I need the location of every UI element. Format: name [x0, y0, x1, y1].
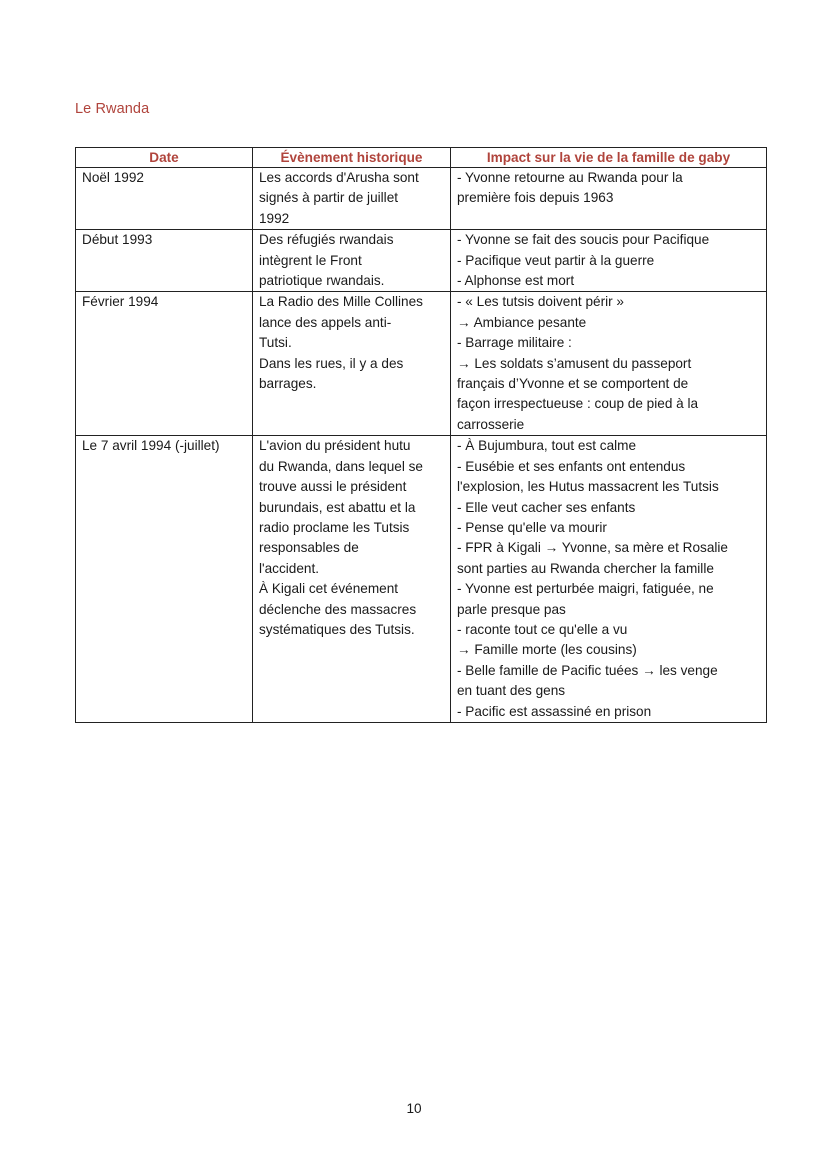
cell-line: → Famille morte (les cousins): [457, 642, 637, 658]
impact-cell: [451, 292, 767, 436]
cell-line: français d’Yvonne et se comportent de: [457, 376, 689, 392]
date-cell: [76, 292, 253, 436]
event-cell: [253, 230, 451, 292]
cell-line: burundais, est abattu et la: [259, 499, 416, 515]
cell-line: Noël 1992: [82, 170, 144, 185]
cell-line: - Pacific est assassiné en prison: [457, 703, 652, 719]
cell-line: Le 7 avril 1994 (-juillet): [82, 438, 220, 454]
event-cell: [253, 436, 451, 723]
cell-line: première fois depuis 1963: [457, 190, 614, 206]
date-cell: [76, 230, 253, 292]
cell-line: - Pacifique veut partir à la guerre: [457, 252, 655, 268]
cell-line: façon irrespectueuse : coup de pied à la: [457, 396, 699, 412]
cell-line: Tutsi.: [259, 335, 292, 351]
cell-line: déclenche des massacres: [259, 601, 417, 617]
cell-line: radio proclame les Tutsis: [259, 519, 410, 535]
timeline-table: [75, 147, 767, 723]
cell-line: - Eusébie et ses enfants ont entendus: [457, 458, 686, 474]
cell-line: Dans les rues, il y a des: [259, 355, 404, 371]
cell-line: lance des appels anti-: [259, 314, 392, 330]
cell-line: trouve aussi le président: [259, 479, 407, 495]
cell-line: - Elle veut cacher ses enfants: [457, 499, 636, 515]
cell-line: Début 1993: [82, 232, 153, 248]
cell-line: parle presque pas: [457, 601, 566, 617]
event-cell: [253, 168, 451, 230]
date-cell: [76, 168, 253, 230]
cell-line: - raconte tout ce qu'elle a vu: [457, 621, 628, 637]
cell-line: - À Bujumbura, tout est calme: [457, 438, 637, 454]
header-date: Date: [76, 148, 253, 168]
table-row: [76, 292, 767, 436]
cell-line: Février 1994: [82, 294, 159, 310]
table-header-row: [76, 148, 767, 168]
cell-line: - « Les tutsis doivent périr »: [457, 294, 624, 310]
cell-line: l'explosion, les Hutus massacrent les Tutsis: [457, 479, 719, 495]
date-cell: [76, 436, 253, 723]
cell-line: - Alphonse est mort: [457, 273, 575, 289]
cell-line: - Pense qu'elle va mourir: [457, 519, 607, 535]
event-cell: [253, 292, 451, 436]
page-number: 10: [406, 1101, 422, 1116]
cell-line: L'avion du président hutu: [259, 438, 411, 454]
impact-cell: [451, 168, 767, 230]
cell-line: en tuant des gens: [457, 683, 566, 699]
cell-line: systématiques des Tutsis.: [259, 621, 415, 637]
cell-line: intègrent le Front: [259, 252, 362, 268]
cell-line: barrages.: [259, 376, 317, 392]
cell-line: La Radio des Mille Collines: [259, 294, 423, 310]
table-row: [76, 230, 767, 292]
header-impact: Impact sur la vie de la famille de gaby: [451, 148, 767, 168]
cell-line: - Barrage militaire :: [457, 335, 572, 351]
header-event: Évènement historique: [253, 148, 451, 168]
impact-cell: [451, 230, 767, 292]
cell-line: - Yvonne est perturbée maigri, fatiguée, ne: [457, 581, 714, 597]
cell-line: sont parties au Rwanda chercher la famille: [457, 560, 714, 576]
cell-line: → Les soldats s’amusent du passeport: [457, 355, 692, 371]
cell-line: - FPR à Kigali → Yvonne, sa mère et Rosalie: [457, 540, 728, 556]
cell-line: carrosserie: [457, 416, 525, 432]
cell-line: l'accident.: [259, 560, 320, 576]
impact-cell: [451, 436, 767, 723]
cell-line: Des réfugiés rwandais: [259, 232, 394, 248]
cell-line: signés à partir de juillet: [259, 190, 399, 206]
table-row: [76, 168, 767, 230]
cell-line: - Yvonne se fait des soucis pour Pacifique: [457, 232, 710, 248]
cell-line: Les accords d'Arusha sont: [259, 170, 419, 185]
cell-line: patriotique rwandais.: [259, 273, 385, 289]
cell-line: - Yvonne retourne au Rwanda pour la: [457, 170, 683, 185]
cell-line: responsables de: [259, 540, 359, 556]
cell-line: À Kigali cet événement: [259, 581, 399, 597]
cell-line: → Ambiance pesante: [457, 314, 587, 330]
cell-line: du Rwanda, dans lequel se: [259, 458, 423, 474]
cell-line: 1992: [259, 210, 290, 226]
table-row: [76, 436, 767, 723]
cell-line: - Belle famille de Pacific tuées → les venge: [457, 662, 718, 678]
section-title: Le Rwanda: [75, 101, 150, 117]
